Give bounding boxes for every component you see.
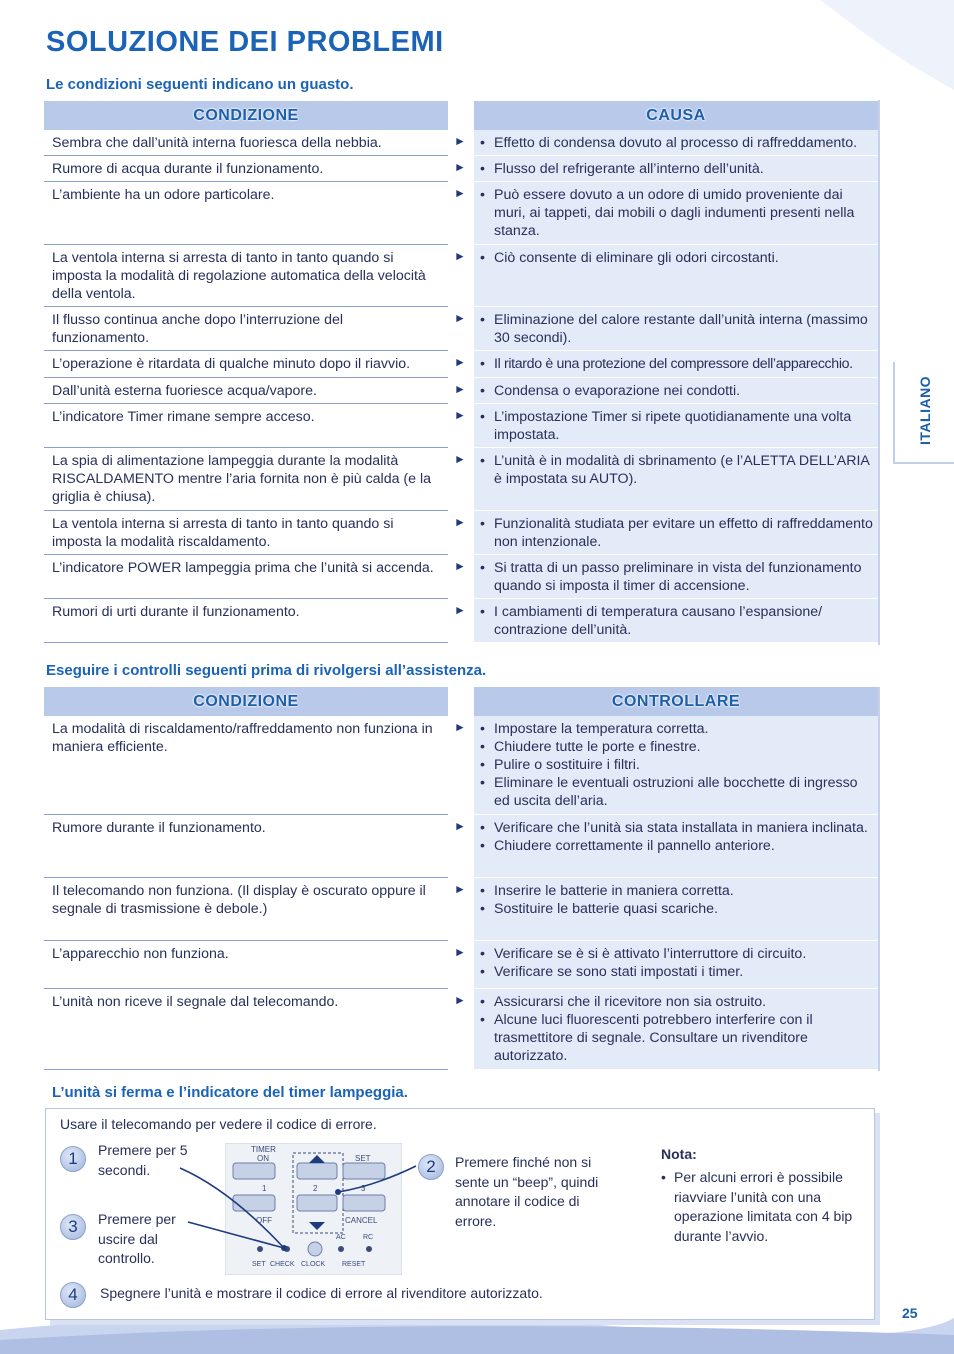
bullet-icon: •: [480, 721, 485, 737]
arrow-right-icon: ►: [454, 311, 466, 325]
cause-cell: [474, 351, 878, 378]
remote-reset-label: RESET: [342, 1261, 366, 1268]
bullet-icon: •: [480, 161, 485, 177]
cause-text: Assicurarsi che il ricevitore non sia ostruito.: [494, 994, 767, 1010]
check-header: CONTROLLARE: [474, 687, 878, 716]
cause-bullet-item: [478, 837, 874, 855]
remote-clock-label: CLOCK: [301, 1261, 326, 1268]
cause-text: Chiudere tutte le porte e finestre.: [494, 739, 701, 755]
cause-cell: [474, 404, 878, 448]
cause-bullet-item: [478, 382, 874, 400]
cause-text: Verificare se sono stati impostati i timer.: [494, 964, 744, 980]
cause-text: Il ritardo è una protezione del compressore dell’apparecchio.: [494, 356, 853, 372]
table-row: [44, 815, 878, 878]
bullet-icon: •: [480, 135, 485, 151]
table-row: [44, 448, 878, 511]
cause-cell: [474, 448, 878, 511]
cause-cell: [474, 245, 878, 307]
table-row: [44, 351, 878, 378]
condition-cell: L’indicatore POWER lampeggia prima che l’unità si accenda.: [44, 555, 448, 599]
cause-bullet-item: [478, 900, 874, 918]
cause-bullet-item: [478, 756, 874, 774]
remote-3-label: 3: [361, 1184, 366, 1193]
arrow-right-icon: ►: [454, 945, 466, 959]
table-row: [44, 878, 878, 941]
table-row: [44, 404, 878, 448]
cause-text: Si tratta di un passo preliminare in vista del funzionamento quando si imposta il timer di accensione.: [494, 560, 862, 594]
arrow-right-icon: ►: [454, 382, 466, 396]
cause-text: Effetto di condensa dovuto al processo di raffreddamento.: [494, 135, 858, 151]
cause-bullet-item: [478, 408, 874, 444]
bullet-icon: •: [480, 604, 485, 620]
bullet-icon: •: [480, 187, 485, 203]
cause-text: I cambiamenti di temperatura causano l’espansione/ contrazione dell’unità.: [494, 604, 823, 638]
bullet-icon: •: [480, 453, 485, 469]
arrow-right-icon: ►: [454, 993, 466, 1007]
cause-text: L’impostazione Timer si ripete quotidianamente una volta impostata.: [494, 409, 852, 443]
cause-cell: [474, 716, 878, 815]
page-title: SOLUZIONE DEI PROBLEMI: [46, 26, 444, 58]
arrow-right-icon: ►: [454, 559, 466, 573]
bullet-icon: •: [480, 312, 485, 328]
cause-bullet-item: [478, 249, 874, 267]
bullet-icon: •: [480, 820, 485, 836]
condition-cell: L’operazione è ritardata di qualche minuto dopo il riavvio.: [44, 351, 448, 378]
arrow-right-icon: ►: [454, 186, 466, 200]
cause-cell: [474, 989, 878, 1070]
language-label: ITALIANO: [917, 375, 933, 445]
cause-text: Funzionalità studiata per evitare un effetto di raffreddamento non intenzionale.: [494, 516, 873, 550]
table-row: [44, 130, 878, 156]
cause-cell: [474, 555, 878, 599]
cause-text: Inserire le batterie in maniera corretta.: [494, 883, 734, 899]
arrow-right-icon: ►: [454, 408, 466, 422]
cause-text: Verificare che l’unità sia stata installata in maniera inclinata.: [494, 820, 868, 836]
table-row: [44, 182, 878, 245]
bullet-icon: •: [480, 516, 485, 532]
bullet-icon: •: [480, 250, 485, 266]
step-1-badge: 1: [60, 1146, 86, 1172]
bullet-icon: •: [480, 883, 485, 899]
bullet-icon: •: [480, 1012, 485, 1028]
remote-set-bottom-label: SET: [252, 1261, 266, 1268]
cause-cell: [474, 941, 878, 989]
cause-bullet-item: [478, 134, 874, 152]
table-row: [44, 716, 878, 815]
remote-off-label: OFF: [256, 1216, 272, 1225]
step-4-text: Spegnere l’unità e mostrare il codice di errore al rivenditore autorizzato.: [100, 1285, 543, 1301]
cause-cell: [474, 130, 878, 156]
cause-cell: [474, 815, 878, 878]
cause-text: Condensa o evaporazione nei condotti.: [494, 383, 741, 399]
condition-cell: L’apparecchio non funziona.: [44, 941, 448, 989]
bullet-icon: •: [480, 775, 485, 791]
bullet-icon: •: [480, 838, 485, 854]
condition-cell: L’unità non riceve il segnale dal telecomando.: [44, 989, 448, 1070]
condition-cell: Rumore di acqua durante il funzionamento.: [44, 156, 448, 182]
cause-bullet-item: [478, 603, 874, 639]
arrow-right-icon: ►: [454, 720, 466, 734]
cause-text: Alcune luci fluorescenti potrebbero interferire con il trasmettitore di segnale. Consultare un rivenditore autorizzato.: [494, 1012, 813, 1064]
condition-cell: Il telecomando non funziona. (Il display è oscurato oppure il segnale di trasmissione è debole.): [44, 878, 448, 941]
condition-cell: La ventola interna si arresta di tanto in tanto quando si imposta la modalità di regolazione automatica della velocità della ventola.: [44, 245, 448, 307]
bullet-icon: •: [480, 757, 485, 773]
step-4-badge: 4: [60, 1282, 86, 1308]
condition-cell: L’ambiente ha un odore particolare.: [44, 182, 448, 245]
cause-text: L’unità è in modalità di sbrinamento (e l’ALETTA DELL’ARIA è impostata su AUTO).: [494, 453, 870, 487]
bullet-icon: •: [480, 739, 485, 755]
cause-bullet-item: [478, 355, 874, 373]
condition-cell: La spia di alimentazione lampeggia durante la modalità RISCALDAMENTO mentre l’aria fornita non è più calda (e la griglia è chiusa).: [44, 448, 448, 511]
bullet-icon: •: [480, 356, 485, 372]
cause-text: Verificare se è si è attivato l’interruttore di circuito.: [494, 946, 807, 962]
remote-on-label: ON: [257, 1154, 269, 1163]
cause-text: Impostare la temperatura corretta.: [494, 721, 709, 737]
remote-2-label: 2: [313, 1184, 318, 1193]
cause-text: Eliminare le eventuali ostruzioni alle bocchette di ingresso ed uscita dell’aria.: [494, 775, 858, 809]
table-right-rail: [878, 100, 880, 645]
remote-rc-label: RC: [363, 1234, 374, 1241]
cause-text: Eliminazione del calore restante dall’unità interna (massimo 30 secondi).: [494, 312, 868, 346]
condition-header: CONDIZIONE: [44, 101, 448, 130]
checks-table: [44, 687, 878, 1070]
cause-cell: [474, 378, 878, 404]
arrow-right-icon: ►: [454, 134, 466, 148]
step-1-text: Premere per 5 secondi.: [98, 1142, 188, 1178]
cause-bullet-item: [478, 774, 874, 810]
arrow-right-icon: ►: [454, 819, 466, 833]
faults-table: [44, 101, 878, 643]
arrow-right-icon: ►: [454, 160, 466, 174]
table-row: [44, 511, 878, 555]
cause-cell: [474, 156, 878, 182]
arrow-right-icon: ►: [454, 603, 466, 617]
bullet-icon: •: [480, 560, 485, 576]
section2-subtitle: Eseguire i controlli seguenti prima di rivolgersi all’assistenza.: [46, 662, 487, 679]
cause-text: Può essere dovuto a un odore di umido proveniente dai muri, ai tappeti, dai mobili o dagli indumenti presenti nella stanza.: [494, 187, 855, 239]
cause-bullet-item: [478, 882, 874, 900]
arrow-right-icon: ►: [454, 515, 466, 529]
cause-bullet-item: [478, 993, 874, 1011]
cause-bullet-item: [478, 515, 874, 551]
remote-ac-label: AC: [336, 1234, 346, 1241]
step-2-text: Premere finché non si sente un “beep”, quindi annotare il codice di errore.: [455, 1154, 599, 1229]
remote-set-label: SET: [355, 1154, 371, 1163]
condition-cell: La modalità di riscaldamento/raffreddamento non funziona in maniera efficiente.: [44, 716, 448, 815]
table-row: [44, 378, 878, 404]
condition-cell: Sembra che dall’unità interna fuoriesca della nebbia.: [44, 130, 448, 156]
arrow-right-icon: ►: [454, 355, 466, 369]
table-row: [44, 989, 878, 1070]
table-row: [44, 941, 878, 989]
remote-check-label: CHECK: [270, 1261, 295, 1268]
arrow-right-icon: ►: [454, 249, 466, 263]
remote-cancel-label: CANCEL: [345, 1216, 378, 1225]
table-row: [44, 307, 878, 351]
error-intro: Usare il telecomando per vedere il codice di errore.: [60, 1116, 377, 1132]
condition-cell: Il flusso continua anche dopo l’interruzione del funzionamento.: [44, 307, 448, 351]
cause-cell: [474, 599, 878, 643]
cause-cell: [474, 511, 878, 555]
cause-bullet-item: [478, 452, 874, 488]
cause-bullet-item: [478, 186, 874, 240]
cause-cell: [474, 307, 878, 351]
step-2-badge: 2: [418, 1154, 444, 1180]
cause-bullet-item: [478, 819, 874, 837]
cause-header: CAUSA: [474, 101, 878, 130]
remote-control-illustration: [225, 1143, 402, 1275]
table-row: [44, 555, 878, 599]
cause-bullet-item: [478, 559, 874, 595]
cause-text: Ciò consente di eliminare gli odori circostanti.: [494, 250, 779, 266]
step-3-badge: 3: [60, 1214, 86, 1240]
condition-cell: Rumori di urti durante il funzionamento.: [44, 599, 448, 643]
step-3-text: Premere per uscire dal controllo.: [98, 1211, 176, 1266]
arrow-right-icon: ►: [454, 452, 466, 466]
bullet-icon: •: [480, 409, 485, 425]
bullet-icon: •: [480, 964, 485, 980]
cause-bullet-item: [478, 945, 874, 963]
arrow-right-icon: ►: [454, 882, 466, 896]
table-row: [44, 245, 878, 307]
note-title: Nota:: [661, 1146, 697, 1162]
cause-text: Sostituire le batterie quasi scariche.: [494, 901, 718, 917]
section1-subtitle: Le condizioni seguenti indicano un guasto.: [46, 76, 354, 93]
remote-timer-label: TIMER: [251, 1145, 276, 1154]
cause-bullet-item: [478, 311, 874, 347]
cause-text: Chiudere correttamente il pannello anteriore.: [494, 838, 775, 854]
remote-1-label: 1: [262, 1184, 267, 1193]
cause-bullet-item: [478, 720, 874, 738]
table-row: [44, 156, 878, 182]
bullet-icon: •: [480, 994, 485, 1010]
cause-text: Flusso del refrigerante all’interno dell’unità.: [494, 161, 764, 177]
bullet-icon: •: [480, 383, 485, 399]
cause-cell: [474, 182, 878, 245]
condition-header: CONDIZIONE: [44, 687, 448, 716]
note-text: Per alcuni errori è possibile riavviare l’unità con una operazione limitata con 4 bip durante l’avvio.: [674, 1169, 853, 1244]
condition-cell: Rumore durante il funzionamento.: [44, 815, 448, 878]
cause-text: Pulire o sostituire i filtri.: [494, 757, 640, 773]
note-bullet: •: [661, 1169, 666, 1185]
condition-cell: Dall’unità esterna fuoriesce acqua/vapore.: [44, 378, 448, 404]
condition-cell: L’indicatore Timer rimane sempre acceso.: [44, 404, 448, 448]
bullet-icon: •: [480, 901, 485, 917]
table-row: [44, 599, 878, 643]
bullet-icon: •: [480, 946, 485, 962]
cause-bullet-item: [478, 738, 874, 756]
page-number: 25: [902, 1305, 918, 1321]
section3-subtitle: L’unità si ferma e l’indicatore del timer lampeggia.: [52, 1084, 408, 1101]
condition-cell: La ventola interna si arresta di tanto in tanto quando si imposta la modalità riscaldamento.: [44, 511, 448, 555]
cause-bullet-item: [478, 1011, 874, 1065]
cause-bullet-item: [478, 963, 874, 981]
table-right-rail: [878, 687, 880, 1071]
cause-bullet-item: [478, 160, 874, 178]
cause-cell: [474, 878, 878, 941]
